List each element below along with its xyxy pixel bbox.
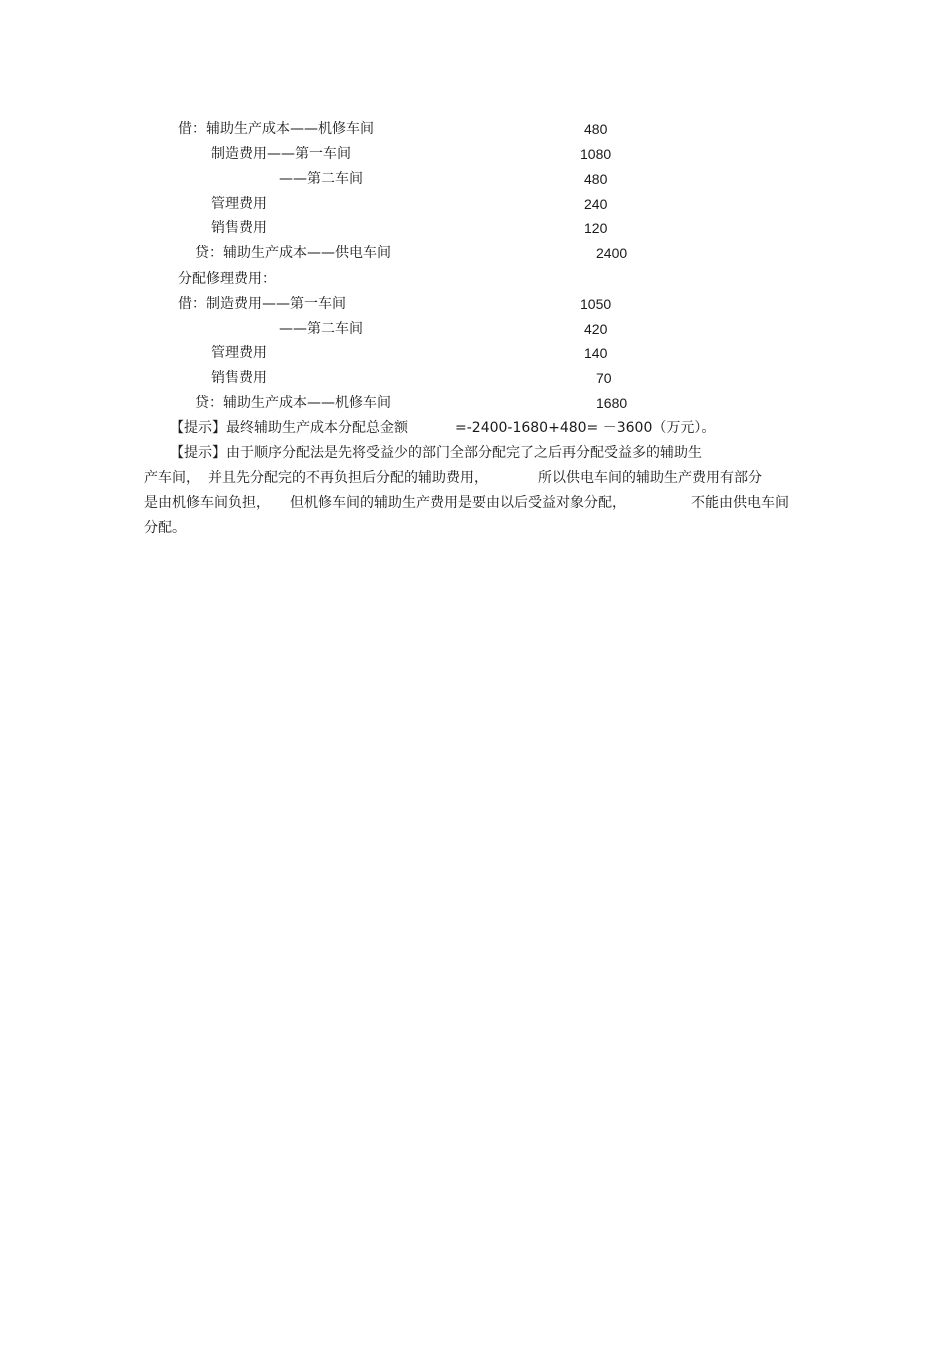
entry-label: 销售费用 [211,370,267,386]
entry-amount: 240 [584,196,608,212]
tip-formula: =-2400-1680+480= －3600（万元）。 [455,420,716,436]
entry-amount: 1080 [580,146,612,162]
entry-label: 贷：辅助生产成本——机修车间 [195,395,391,411]
entry-amount: 120 [584,220,608,236]
section-heading: 分配修理费用： [178,271,276,287]
entry-label: 制造费用——第一车间 [211,146,351,162]
entry-amount: 1050 [580,296,612,312]
tip-paragraph-line: 不能由供电车间 [691,495,789,511]
entry-amount: 420 [584,321,608,337]
entry-amount: 140 [584,345,608,361]
entry-label: 管理费用 [211,196,267,212]
tip-paragraph-line: 并且先分配完的不再负担后分配的辅助费用， [208,470,488,486]
entry-label: ——第二车间 [279,171,363,187]
entry-label: 借：辅助生产成本——机修车间 [178,121,374,137]
tip-paragraph-line: 【提示】由于顺序分配法是先将受益少的部门全部分配完了之后再分配受益多的辅助生 [170,445,702,461]
entry-label: 管理费用 [211,345,267,361]
entry-label: 销售费用 [211,220,267,236]
entry-amount: 480 [584,171,608,187]
tip-text: 【提示】最终辅助生产成本分配总金额 [170,420,408,436]
entry-amount: 2400 [596,245,628,261]
entry-amount: 70 [596,370,612,386]
tip-paragraph-line: 分配。 [144,520,186,536]
entry-label: 借：制造费用——第一车间 [178,296,346,312]
tip-paragraph-line: 产车间， [144,470,200,486]
entry-label: ——第二车间 [279,321,363,337]
tip-paragraph-line: 但机修车间的辅助生产费用是要由以后受益对象分配， [290,495,626,511]
tip-paragraph-line: 是由机修车间负担， [144,495,270,511]
entry-amount: 1680 [596,395,628,411]
tip-paragraph-line: 所以供电车间的辅助生产费用有部分 [538,470,762,486]
entry-amount: 480 [584,121,608,137]
entry-label: 贷：辅助生产成本——供电车间 [195,245,391,261]
